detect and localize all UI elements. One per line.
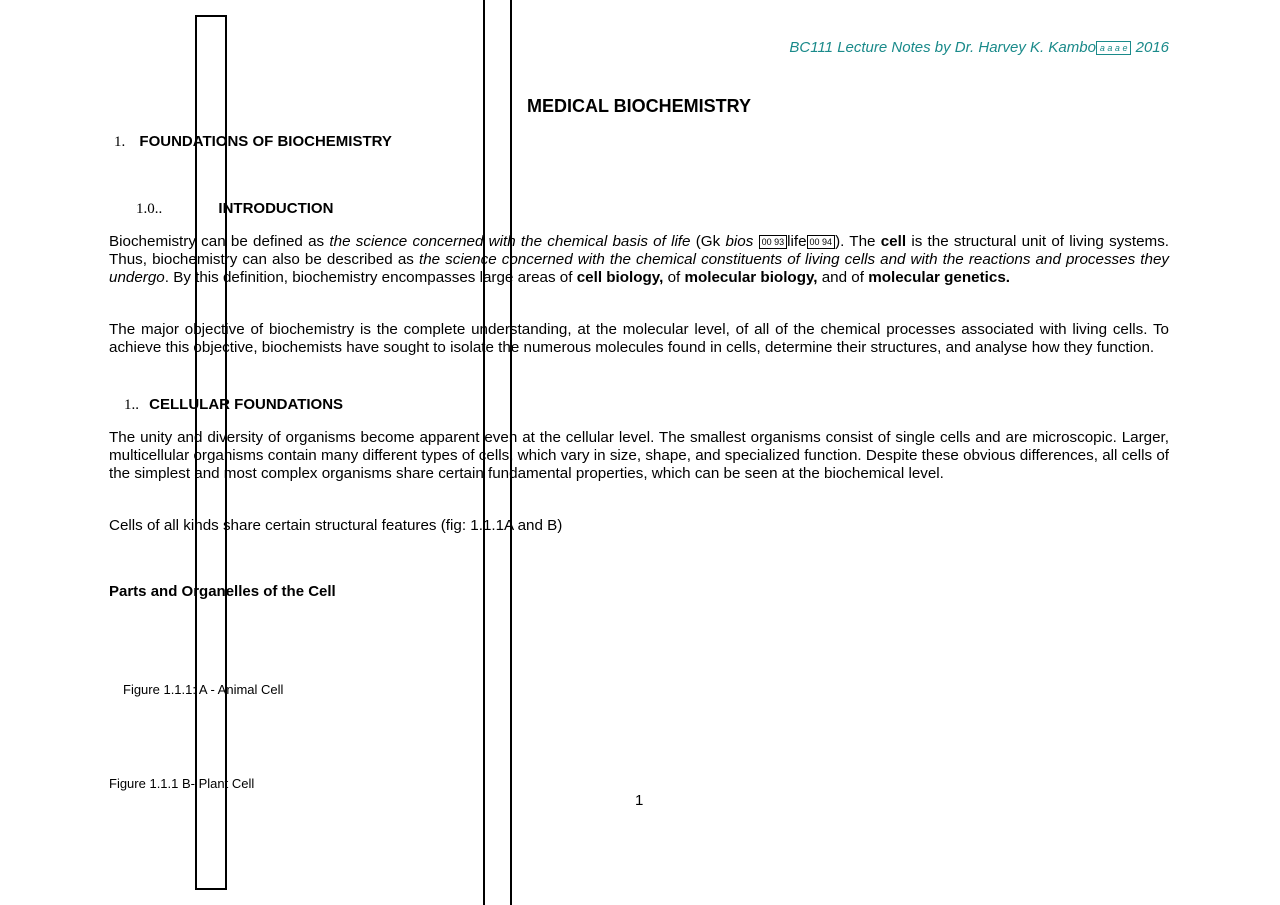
text-run-italic: bios (725, 233, 754, 250)
text-run: (Gk (690, 233, 726, 250)
running-header (789, 39, 1169, 56)
overlay-vertical-line-right (510, 0, 512, 905)
overlay-vertical-line-left (483, 0, 485, 905)
missing-glyph-box: 00 93 (759, 235, 788, 249)
text-run: . By this definition, biochemistry encompasses large areas of (164, 269, 577, 287)
text-run-bold: cell biology, (576, 269, 664, 287)
overlay-frame-box (195, 15, 227, 890)
section-number: 1.. (124, 397, 139, 413)
section-title: FOUNDATIONS OF BIOCHEMISTRY (139, 133, 392, 150)
section-heading-1 (114, 133, 392, 151)
parts-heading: Parts and Organelles of the Cell (109, 583, 336, 600)
section-title: INTRODUCTION (218, 200, 334, 217)
header-glyph-box: a a a e (1096, 41, 1132, 55)
text-run: is the structural unit of living systems. Thus, biochemistry can also be described as (109, 233, 1170, 269)
cellular-paragraph-1: The unity and diversity of organisms become apparent even at the cellular level. The smallest organisms consist of single cells and are microscopic. Larger, multicellular organisms contain many different types of cells, which vary in size, shape, and specialized function. Despite these obvious differences, all cells of the simplest and most complex organisms share certain fundamental properties, which can be seen at the biochemical level. (109, 429, 1169, 483)
text-run: and of (817, 269, 869, 287)
cellular-paragraph-2: Cells of all kinds share certain structural features (fig: 1.1.1A and B) (109, 517, 563, 534)
text-run-italic: the science concerned with the chemical basis of life (329, 233, 691, 250)
header-year: 2016 (1131, 39, 1169, 56)
text-run-bold: molecular genetics. (868, 269, 1010, 287)
figure-caption-plant-cell: Figure 1.1.1 B- Plant Cell (109, 776, 255, 791)
header-text: BC111 Lecture Notes by Dr. Harvey K. Kambo (789, 39, 1096, 56)
intro-paragraph-1 (109, 233, 1169, 288)
page-number: 1 (635, 792, 644, 809)
text-run: ). The (835, 233, 881, 250)
section-title: CELLULAR FOUNDATIONS (149, 396, 344, 413)
text-run: of (663, 269, 685, 287)
text-run: Biochemistry can be defined as (109, 233, 330, 250)
section-heading-1-0 (136, 200, 333, 218)
missing-glyph-box: 00 94 (807, 235, 836, 249)
page-title: MEDICAL BIOCHEMISTRY (526, 96, 751, 116)
intro-paragraph-2: The major objective of biochemistry is the complete understanding, at the molecular level, of all of the chemical processes associated with living cells. To achieve this objective, biochemists have sought to isolate the numerous molecules found in cells, determine their structures, and analyse how they function. (109, 321, 1169, 357)
section-heading-1-1 (124, 396, 343, 414)
text-run: life (787, 233, 807, 250)
section-number: 1.0.. (136, 201, 163, 217)
section-number: 1. (114, 134, 126, 150)
text-run-bold: molecular biology, (684, 269, 818, 287)
text-run-bold: cell (880, 233, 907, 250)
text-run-italic: the science concerned with the chemical constituents of living cells and with the reactions and processes they undergo (109, 251, 1169, 287)
figure-caption-animal-cell: Figure 1.1.1: A - Animal Cell (123, 682, 284, 697)
